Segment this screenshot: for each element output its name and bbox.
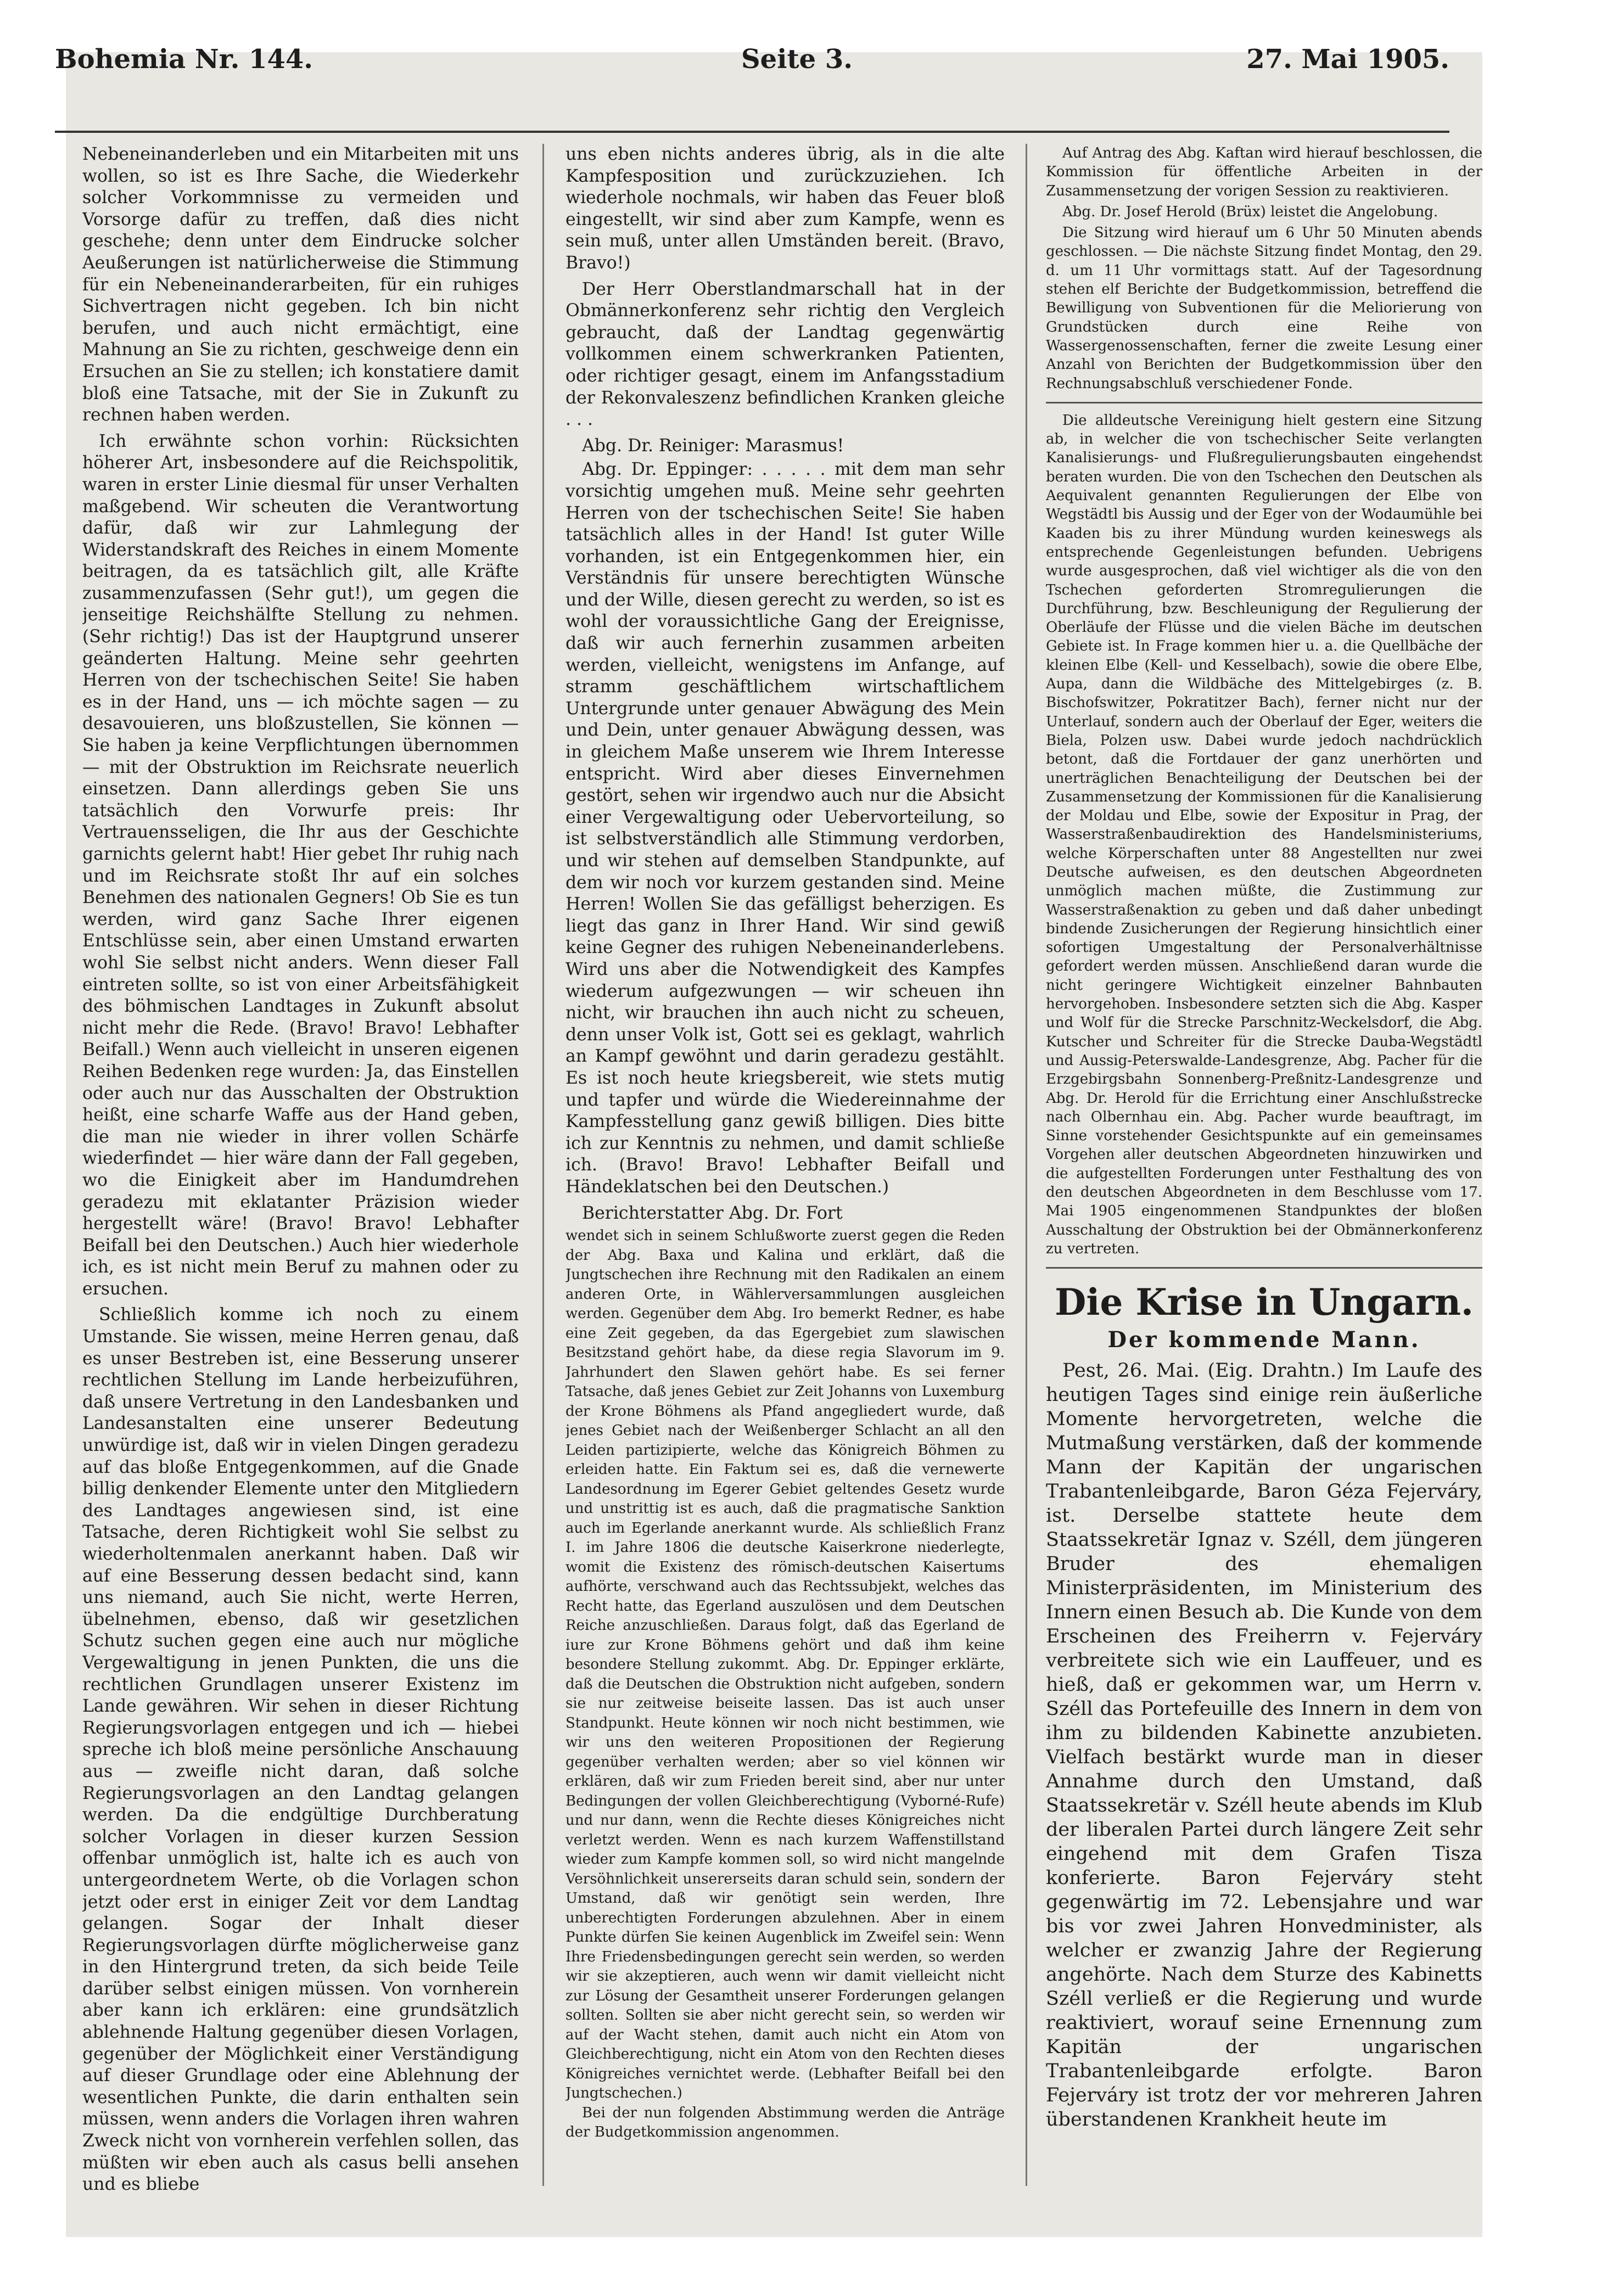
alldeutsche-report	[1046, 411, 1482, 1258]
article-body	[1046, 1359, 1482, 2132]
column-3	[1046, 144, 1482, 2202]
paragraph: Die Sitzung wird hierauf um 6 Uhr 50 Minuten abends geschlossen. — Die nächste Sitzung findet Montag, den 29. d. um 11 Uhr vormittags statt. Auf der Tagesordnung stehen elf Berichte der Budgetkommission, betreffend die Bewilligung von Subventionen für die Meliorierung von Grundstücken durch eine Reihe von Wassergenossenschaften, ferner die zweite Lesung einer Anzahl von Berichten der Budgetkommission über den Rechnungsabschluß verschiedener Fonde.	[1046, 225, 1482, 392]
reporter-heading: Berichterstatter Abg. Dr. Fort	[582, 1203, 843, 1223]
page-header	[55, 44, 1449, 99]
paragraph: Abg. Dr. Eppinger: . . . . . mit dem man sehr vorsichtig umgehen muß. Meine sehr geehrten Herren von der tschechischen Seite! Sie haben tatsächlich alles in der Hand! Ist guter Wille vorhanden, ist ein Entgegenkommen hier, ein Verständnis für unsere berechtigten Wünsche und der Wille, diesen gerecht zu werden, so ist es wohl der voraussichtliche Gang der Ereignisse, daß wir auch fernerhin zusammen arbeiten werden, vielleicht, wenigstens im Anfange, auf stramm geschäftlichem wirtschaftlichem Untergrunde unter genauer Abwägung des Mein und Dein, unter genauer Abwägung dessen, was in gleichem Maße unserem wie Ihrem Interesse entspricht. Wird aber dieses Einvernehmen gestört, sehen wir irgendwo auch nur die Absicht einer Vergewaltigung oder Uebervorteilung, so ist selbstverständlich alle Stimmung verdorben, und wir stehen auf demselben Standpunkte, auf dem wir noch vor kurzem gestanden sind. Meine Herren! Wollen Sie das gefälligst beherzigen. Es liegt das ganz in Ihrer Hand. Wir sind gewiß keine Gegner des ruhigen Nebeneinanderlebens. Wird uns aber die Notwendigkeit des Kampfes wiederum aufgezwungen — wir scheuen ihn nicht, wir brauchen ihn auch nicht zu scheuen, denn unser Volk ist, Gott sei es geklagt, wahrlich an Kampf gewöhnt und darin geradezu gestählt. Es ist noch heute kriegsbereit, wie stets mutig und tapfer und würde die Wiedereinnahme der Kampfesstellung ganz gewiß billigen. Dies bitte ich zur Kenntnis zu nehmen, und damit schließe ich. (Bravo! Bravo! Lebhafter Beifall und Händeklatschen bei den Deutschen.)	[565, 459, 1005, 1197]
article-headline: Die Krise in Ungarn.	[1055, 1281, 1474, 1324]
section-divider	[1046, 402, 1482, 403]
article-subheadline: Der kommende Mann.	[1107, 1327, 1421, 1353]
issue-date: 27. Mai 1905.	[1246, 44, 1449, 75]
masthead-issue: Bohemia Nr. 144.	[55, 44, 313, 75]
column-1	[82, 144, 519, 2208]
paragraph: Pest, 26. Mai. (Eig. Drahtn.) Im Laufe des heutigen Tages sind einige rein äußerliche Momente hervorgetreten, welche die Mutmaßung verstärken, daß der kommende Mann der Kapitän der ungarischen Trabantenleibgarde, Baron Géza Fejerváry, ist. Derselbe stattete heute dem Staatssekretär Ignaz v. Széll, dem jüngeren Bruder des ehemaligen Ministerpräsidenten, im Ministerium des Innern einen Besuch ab. Die Kunde von dem Erscheinen des Freiherrn v. Fejerváry verbreitete sich wie ein Lauffeuer, und es hieß, daß er gekommen war, um Herrn v. Széll das Portefeuille des Innern in dem von ihm zu bildenden Kabinette anzubieten. Vielfach bestärkt wurde man in dieser Annahme durch den Umstand, daß Staatssekretär v. Széll heute abends im Klub der liberalen Partei durch längere Zeit sehr eingehend mit dem Grafen Tisza konferierte. Baron Fejerváry steht gegenwärtig im 72. Lebensjahre und war bis vor zwei Jahren Honvedminister, als welcher er zwanzig Jahre der Regierung angehörte. Nach dem Sturze des Kabinetts Széll verließ er die Regierung und wurde reaktiviert, worauf seine Ernennung zum Kapitän der ungarischen Trabantenleibgarde erfolgte. Baron Fejerváry ist trotz der vor mehreren Jahren überstandenen Krankheit heute im	[1046, 1359, 1482, 2131]
parliament-notes	[1046, 144, 1482, 393]
column-2	[565, 144, 1005, 2208]
paragraph: Nebeneinanderleben und ein Mitarbeiten mit uns wollen, so ist es Ihre Sache, die Wiederkehr solcher Vorkommnisse zu vermeiden und Vorsorge dafür zu treffen, daß dies nicht geschehe; denn unter dem Eindrucke solcher Aeußerungen ist natürlicherweise die Stimmung für ein Nebeneinanderarbeiten, für ein ruhiges Sichvertragen nicht gegeben. Ich bin nicht berufen, und auch nicht ermächtigt, eine Mahnung an Sie zu richten, geschweige denn ein Ersuchen an Sie zu stellen; ich konstatiere damit bloß eine Tatsache, mit der Sie in Zukunft zu rechnen haben werden.	[82, 144, 519, 425]
paragraph: wendet sich in seinem Schlußworte zuerst gegen die Reden der Abg. Baxa und Kalina und erklärt, daß die Jungtschechen ihre Rechnung mit den Radikalen an einem anderen Orte, in Wählerversammlungen ausgleichen werden. Gegenüber dem Abg. Iro bemerkt Redner, es habe eine Zeit gegeben, da das Egergebiet zum slawischen Besitzstand gehört habe, da diese regia Slavorum im 9. Jahrhundert den Slawen gehört habe. Es sei ferner Tatsache, daß jenes Gebiet zur Zeit Johanns von Luxemburg der Krone Böhmens als Pfand angegliedert wurde, daß jenes Gebiet nach der Weißenberger Schlacht an all den Leiden partizipierte, welche das Königreich Böhmen zu erleiden hatte. Ein Faktum sei es, daß die vernewerte Landesordnung im Egerer Gebiet geltendes Gesetz wurde und unstrittig ist es auch, daß die pragmatische Sanktion auch im Egerlande anerkannt wurde. Als schließlich Franz I. im Jahre 1806 die deutsche Kaiserkrone niederlegte, womit die Existenz des römisch-deutschen Kaisertums aufhörte, verschwand auch das Rechtssubjekt, welches das Recht hatte, das Egerland auszulösen und dem Deutschen Reiche anzuschließen. Daraus folgt, daß das Egerland de iure zur Krone Böhmens gehört und daß ihm keine besondere Stellung zukommt. Abg. Dr. Eppinger erklärte, daß die Deutschen die Obstruktion nicht aufgeben, sondern sie nur zeitweise beiseite lassen. Das ist auch unser Standpunkt. Heute können wir noch nicht bestimmen, wie wir uns den weiteren Propositionen der Regierung gegenüber verhalten werden; aber so viel können wir erklären, daß wir zum Frieden bereit sind, aber nur unter Bedingungen der vollen Gleichberechtigung (Vyborné-Rufe) und nur dann, wenn die Rechte dieses Königreiches nicht verletzt werden. Wenn es nach kurzem Waffenstillstand wieder zum Kampfe kommen soll, so wird nicht mangelnde Versöhnlichkeit unsererseits daran schuld sein, sondern der Umstand, daß wir genötigt sein werden, Ihre unberechtigten Forderungen abzulehnen. Aber in einem Punkte dürfen Sie keinen Augenblick im Zweifel sein: Wenn Ihre Friedensbedingungen gerecht sein werden, so werden wir sie akzeptieren, auch wenn wir damit vielleicht nicht zur Lösung der Gesamtheit unserer Forderungen gelangen sollten. Sollten sie aber nicht gerecht sein, so werden wir auf der Wacht stehen, damit auch nicht ein Atom von Gleichberechtigung, nicht ein Atom von den Rechten dieses Königreiches vernichtet werde. (Lebhafter Beifall bei den Jungtschechen.)	[565, 1227, 1005, 2102]
page-number: Seite 3.	[741, 44, 853, 75]
header-rule	[55, 131, 1449, 133]
paragraph: Bei der nun folgenden Abstimmung werden die Anträge der Budgetkommission angenommen.	[565, 2104, 1005, 2141]
paragraph: Schließlich komme ich noch zu einem Umstande. Sie wissen, meine Herren genau, daß es unser Bestreben ist, eine Besserung unserer rechtlichen Stellung im Lande herbeizuführen, daß unsere Vertretung in den Landesbanken und Landesanstalten eine unserer Bedeutung unwürdige ist, daß wir in vielen Dingen geradezu auf das bloße Entgegenkommen, auf die Gnade billig denkender Elemente unter den Mitgliedern des Landtages angewiesen sind, ist eine Tatsache, deren Richtigkeit wohl Sie selbst zu wiederholtenmalen anerkannt haben. Daß wir auf eine Besserung dessen bedacht sind, kann uns niemand, auch Sie nicht, werte Herren, übelnehmen, ebenso, daß wir gesetzlichen Schutz suchen gegen eine auch nur mögliche Vergewaltigung in jenen Punkten, die uns die rechtlichen Grundlagen unserer Existenz im Lande gewähren. Wir sehen in dieser Richtung Regierungsvorlagen entgegen und ich — hiebei spreche ich bloß meine persönliche Anschauung aus — zweifle nicht daran, daß solche Regierungsvorlagen an den Landtag gelangen werden. Da die endgültige Durchberatung solcher Vorlagen in dieser kurzen Session offenbar unmöglich ist, halte ich es auch von untergeordnetem Werte, ob die Vorlagen schon jetzt oder erst in einiger Zeit vor dem Landtag gelangen. Sogar der Inhalt dieser Regierungsvorlagen dürfte möglicherweise ganz in den Hintergrund treten, da sich beide Teile darüber selbst einigen müssen. Von vornherein aber kann ich erklären: eine grundsätzlich ablehnende Haltung gegenüber diesen Vorlagen, gegenüber der Möglichkeit einer Verständigung auf dieser Grundlage oder eine Ablehnung der wesentlichen Punkte, die darin enthalten sein müssen, wenn anders die Vorlagen ihren wahren Zweck nicht von vornherein verfehlen sollen, das müßten wir eben auch als casus belli ansehen und es bliebe	[82, 1305, 519, 2195]
section-divider	[1046, 1267, 1482, 1269]
paragraph: Auf Antrag des Abg. Kaftan wird hierauf beschlossen, die Kommission für öffentliche Arbeiten in der Zusammensetzung der vorigen Session zu reaktivieren.	[1046, 145, 1482, 199]
paragraph: Die alldeutsche Vereinigung hielt gestern eine Sitzung ab, in welcher die von tschechischer Seite verlangten Kanalisierungs- und Flußregulierungsbauten eingehendst beraten wurden. Die von den Tschechen den Deutschen als Aequivalent genannten Regulierungen der Elbe von Wegstädtl bis Aussig und der Eger von der Wodaumühle bei Kaaden bis zu ihrer Mündung wurden keineswegs als entsprechende Gegenleistungen befunden. Uebrigens wurde ausgesprochen, daß viel wichtiger als die von den Tschechen geforderten Stromregulierungen die Durchführung, bzw. Beschleunigung der Regulierung der Oberläufe der Flüsse und die vielen Bäche im deutschen Gebiete ist. In Frage kommen hier u. a. die Quellbäche der kleinen Elbe (Kell- und Kesselbach), sowie die obere Elbe, Aupa, dann die Wildbäche des Mittelgebirges (z. B. Bischofswitzer, Pokratitzer Bach), ferner nicht nur der Unterlauf, sondern auch der Oberlauf der Eger, weiters die Biela, Polzen usw. Dabei wurde jedoch nachdrücklich betont, daß die Fortdauer der ganz unerhörten und unerträglichen Benachteiligung der Deutschen bei der Zusammensetzung der Kommissionen für die Kanalisierung der Moldau und Elbe, sowie der Expositur in Prag, der Wasserstraßenbaudirektion des Handelsministeriums, welche Körperschaften unter 88 Angestellten nur zwei Deutsche aufweisen, es den deutschen Abgeordneten unmöglich machen müßte, die Zustimmung zur Wasserstraßenaktion zu geben und daß daher unbedingt bindende Zusicherungen der Regierung hinsichtlich einer sofortigen Umgestaltung der Personalverhältnisse gefordert werden müssen. Anschließend daran wurde die nicht geringere Wichtigkeit einzelner Bahnbauten hervorgehoben. Insbesondere setzten sich die Abg. Kasper und Wolf für die Strecke Parschnitz-Weckelsdorf, die Abg. Kutscher und Schreiter für die Strecke Dauba-Wegstädtl und Aussig-Peterswalde-Landesgrenze, Abg. Pacher für die Erzgebirgsbahn Sonnenberg-Preßnitz-Landesgrenze und Abg. Dr. Herold für die Errichtung einer Anschlußstrecke nach Olbernhau ein. Abg. Pacher wurde beauftragt, im Sinne vorstehender Gesichtspunkte auf ein gemeinsames Vorgehen aller deutschen Abgeordneten hinzuwirken und die aufgestellten Forderungen unter Festhaltung des von den deutschen Abgeordneten in dem Beschlusse vom 17. Mai 1905 eingenommenen Standpunktes der bloßen Ausschaltung der Obstruktion bei der Obmännerkonferenz zu vertreten.	[1046, 412, 1482, 1257]
paragraph: Abg. Dr. Josef Herold (Brüx) leistet die Angelobung.	[1062, 203, 1438, 220]
column-divider	[1026, 144, 1027, 2186]
paragraph: Der Herr Oberstlandmarschall hat in der Obmännerkonferenz sehr richtig den Vergleich gebraucht, daß der Landtag gegenwärtig vollkommen einem schwerkranken Patienten, oder richtiger gesagt, einem im Anfangsstadium der Rekonvaleszenz befindlichen Kranken gleiche . . .	[565, 279, 1005, 430]
interjection: Abg. Dr. Reiniger: Marasmus!	[582, 435, 844, 456]
paragraph: Ich erwähnte schon vorhin: Rücksichten höherer Art, insbesondere auf die Reichspolitik, waren in erster Linie diesmal für unser Verhalten maßgebend. Wir scheuten die Verantwortung dafür, daß wir zur Lahmlegung der Widerstandskraft des Reiches in einem Momente beitragen, da es tatsächlich gilt, alle Kräfte zusammenzufassen (Sehr gut!), um gegen die jenseitige Reichshälfte Stellung zu nehmen. (Sehr richtig!) Das ist der Hauptgrund unserer geänderten Haltung. Meine sehr geehrten Herren von der tschechischen Seite! Sie haben es in der Hand, uns — ich möchte sagen — zu desavouieren, uns bloßzustellen, Sie können — Sie haben ja keine Verpflichtungen übernommen — mit der Obstruktion im Reichsrate neuerlich einsetzen. Dann allerdings geben Sie uns tatsächlich den Vorwurfe preis: Ihr Vertrauensseligen, die Ihr aus der Geschichte garnichts gelernt habt! Hier gebet Ihr ruhig nach und im Reichsrate stoßt Ihr auf ein solches Benehmen des nationalen Gegners! Ob Sie es tun werden, wird ganz Sache Ihrer eigenen Entschlüsse sein, aber einen Umstand erwarten wohl Sie selbst nicht anders. Wenn dieser Fall eintreten sollte, so ist von einer Arbeitsfähigkeit des böhmischen Landtages in Zukunft absolut nicht mehr die Rede. (Bravo! Bravo! Lebhafter Beifall.) Wenn auch vielleicht in unseren eigenen Reihen Bedenken rege wurden: Ja, das Einstellen oder auch nur das Ausschalten der Obstruktion heißt, eine scharfe Waffe aus der Hand geben, die man nie wieder in ihrer vollen Schärfe wiederfindet — hier wäre dann der Fall gegeben, wo die Einigkeit aber im Handumdrehen geradezu mit eklatanter Präzision wieder hergestellt wäre! (Bravo! Bravo! Lebhafter Beifall bei den Deutschen.) Auch hier wiederhole ich, es ist nicht mein Beruf zu mahnen oder zu ersuchen.	[82, 431, 519, 1299]
paragraph: uns eben nichts anderes übrig, als in die alte Kampfesposition und zurückzuziehen. Ich wiederhole nochmals, wir haben das Feuer bloß eingestellt, wir sind aber zum Kampfe, wenn es sein muß, unter allen Umständen bereit. (Bravo, Bravo!)	[565, 144, 1005, 273]
column-divider	[542, 144, 544, 2186]
reporter-speech	[565, 1226, 1005, 2143]
